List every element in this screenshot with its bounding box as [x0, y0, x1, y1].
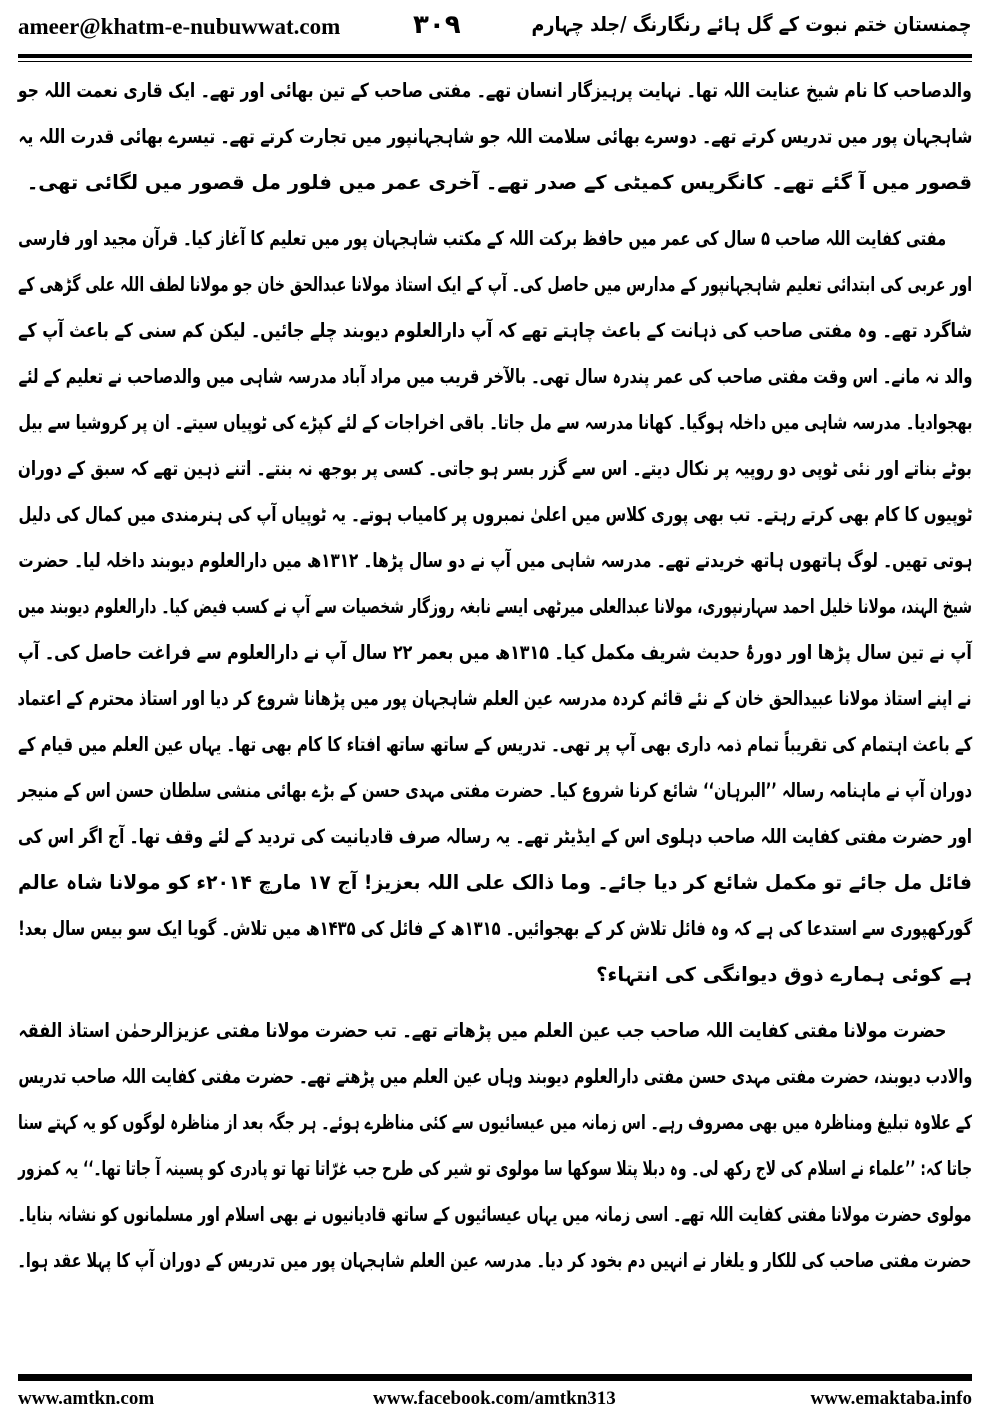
- header-rule-thin: [18, 61, 972, 62]
- text-line-content: شاہجہان پور میں تدریس کرتے تھے۔ دوسرے بھائی سلامت اللہ جو شاہجہانپور میں تجارت کرتے تھے۔ تیسرے بھائی قدرت اللہ یہ: [18, 125, 972, 148]
- text-line: [18, 678, 972, 724]
- text-line-content: اور عربی کی ابتدائی تعلیم شاہجہانپور کے مدارس میں حاصل کی۔ آپ کے ایک استاذ مولانا عبدالحق خان جو مولانا لطف اللہ علی گڑھی کے: [17, 273, 972, 296]
- text-line-content: حضرت مفتی صاحب کی للکار و یلغار نے انہیں دم بخود کر دیا۔ مدرسہ عین العلم شاہجہان پور میں تدریس کے دوران آپ کا پہلا عقد ہوا۔: [17, 1249, 972, 1272]
- text-line-content: دوران آپ نے ماہنامہ رسالہ ’’البرہان‘‘ شائع کرنا شروع کیا۔ حضرت مفتی مہدی حسن کے بڑے بھائی منشی سلطان حسن اس کے منیجر: [18, 779, 972, 802]
- text-line-content: اور حضرت مفتی کفایت اللہ صاحب دہلوی اس کے ایڈیٹر تھے۔ یہ رسالہ صرف قادیانیت کی تردید کے لئے وقف تھا۔ آج اگر اس کی: [18, 825, 972, 848]
- page-body: [18, 70, 972, 1286]
- text-line: [18, 1102, 972, 1148]
- text-line: [18, 1148, 972, 1194]
- text-line-content: شاگرد تھے۔ وہ مفتی صاحب کی ذہانت کے باعث چاہتے تھے کہ آپ دارالعلوم دیوبند چلے جائیں۔ لیکن کم سنی کے باعث آپ کے: [18, 319, 972, 342]
- header-email: ameer@khatm-e-nubuwwat.com: [18, 14, 341, 39]
- text-line-content: بوٹے بناتے اور نئی ٹوپی دو روپیہ پر نکال دیتے۔ اس سے گزر بسر ہو جاتی۔ کسی پر بوجھ نہ بنتے۔ اتنے ذہین تھے کہ سبق کے دوران: [18, 457, 972, 480]
- paragraph: [18, 218, 972, 1000]
- paragraph-gap: [18, 208, 972, 218]
- text-line-content: نے اپنے استاذ مولانا عبیدالحق خان کے نئے قائم کردہ مدرسہ عین العلم شاہجہان پور میں پڑھانا شروع کر دیا اور استاذ محترم کے اعتماد: [17, 687, 972, 710]
- text-line-content: والادب دیوبند، حضرت مفتی مہدی حسن مفتی دارالعلوم دیوبند وہاں عین العلم میں پڑھتے تھے۔ حضرت مفتی کفایت اللہ صاحب تدریس: [17, 1065, 972, 1088]
- paragraph: [18, 1010, 972, 1286]
- text-line: [18, 816, 972, 862]
- header-rule-thick: [18, 54, 972, 58]
- text-line-content: شیخ الہند، مولانا خلیل احمد سہارنپوری، مولانا عبدالعلی میرٹھی ایسے نابغہ روزگار شخصیات سے آپ نے کسب فیض کیا۔ دارالعلوم دیوبند میں: [17, 595, 972, 618]
- text-line: [18, 448, 972, 494]
- page-header: [18, 10, 972, 50]
- text-line: [18, 310, 972, 356]
- text-line: [18, 1194, 972, 1240]
- text-line: [18, 116, 972, 162]
- book-title: چمنستان ختم نبوت کے گل ہائے رنگارنگ /جلد چہارم: [531, 12, 972, 36]
- text-line: [18, 1010, 972, 1056]
- text-line-content: ٹوپیوں کا کام بھی کرتے رہتے۔ تب بھی پوری کلاس میں اعلیٰ نمبروں پر کامیاب ہوتے۔ یہ ٹوپیاں آپ کی ہنرمندی میں کمال کی دلیل: [18, 503, 972, 526]
- text-line: [18, 264, 972, 310]
- book-title-box: [532, 12, 972, 46]
- text-line: [18, 1056, 972, 1102]
- page-number: ۳۰۹: [413, 10, 461, 40]
- text-line: [18, 954, 972, 1000]
- footer-link-emaktaba[interactable]: www.emaktaba.info: [810, 1388, 972, 1409]
- text-line-content: ہے کوئی ہمارے ذوق دیوانگی کی انتہاء؟: [596, 963, 972, 986]
- text-line: [18, 402, 972, 448]
- text-line-content: قصور میں آ گئے تھے۔ کانگریس کمیٹی کے صدر تھے۔ آخری عمر میں فلور مل قصور میں لگائی تھی۔: [26, 171, 972, 194]
- paragraph: [18, 70, 972, 208]
- text-line-content: حضرت مولانا مفتی کفایت اللہ صاحب جب عین العلم میں پڑھاتے تھے۔ تب حضرت مولانا مفتی عزیزالرحمٰن استاذ الفقہ: [18, 1019, 946, 1042]
- text-line: [18, 862, 972, 908]
- text-line: [18, 724, 972, 770]
- text-line-content: مفتی کفایت اللہ صاحب ۵ سال کی عمر میں حافظ برکت اللہ کے مکتب شاہجہان پور میں تعلیم کا آغاز کیا۔ قرآن مجید اور فارسی: [17, 227, 946, 250]
- text-line-content: کے علاوہ تبلیغ ومناظرہ میں بھی مصروف رہے۔ اس زمانہ میں عیسائیوں سے کئی مناظرے ہوئے۔ ہر جگہ بعد از مناظرہ لوگوں کو یہ کہتے سنا: [17, 1111, 972, 1134]
- text-line-content: والد نہ مانے۔ اس وقت مفتی صاحب کی عمر پندرہ سال تھی۔ بالآخر قریب میں مراد آباد مدرسہ شاہی میں والدصاحب نے تعلیم کے لئے: [18, 365, 972, 388]
- text-line: [18, 162, 972, 208]
- text-line-content: والدصاحب کا نام شیخ عنایت اللہ تھا۔ نہایت پرہیزگار انسان تھے۔ مفتی صاحب کے تین بھائی اور تھے۔ ایک قاری نعمت اللہ جو: [18, 79, 972, 102]
- text-line-content: کے باعث اہتمام کی تقریباً تمام ذمہ داری بھی آپ پر تھی۔ تدریس کے ساتھ ساتھ افتاء کا کام بھی تھا۔ یہاں عین العلم میں قیام کے: [17, 733, 972, 756]
- text-line-content: آپ نے تین سال پڑھا اور دورۂ حدیث شریف مکمل کیا۔ ۱۳۱۵ھ میں بعمر ۲۲ سال آپ نے دارالعلوم سے فراغت حاصل کی۔ آپ: [18, 641, 972, 664]
- paragraph-gap: [18, 1000, 972, 1010]
- text-line: [18, 494, 972, 540]
- text-line-content: جاتا کہ: ’’علماء نے اسلام کی لاج رکھ لی۔ وہ دبلا پتلا سوکھا سا مولوی تو شیر کی طرح جب غرّاتا تھا تو پادری کو پسینہ آ جاتا تھا۔‘‘ یہ کمزور: [18, 1157, 972, 1180]
- text-line-content: ہوتی تھیں۔ لوگ ہاتھوں ہاتھ خریدتے تھے۔ مدرسہ شاہی میں آپ نے دو سال پڑھا۔ ۱۳۱۲ھ میں دارالعلوم دیوبند داخلہ لیا۔ حضرت: [18, 549, 973, 572]
- text-line: [18, 70, 972, 116]
- text-line: [18, 356, 972, 402]
- text-line: [18, 770, 972, 816]
- footer-rule: [18, 1374, 972, 1381]
- text-line: [18, 1240, 972, 1286]
- text-line: [18, 540, 972, 586]
- text-line: [18, 586, 972, 632]
- text-line-content: بھجوادیا۔ مدرسہ شاہی میں داخلہ ہوگیا۔ کھانا مدرسہ سے مل جاتا۔ باقی اخراجات کے لئے کپڑے کی ٹوپیاں سیتے۔ ان پر کروشیا سے بیل: [17, 411, 972, 434]
- text-line-content: فائل مل جائے تو مکمل شائع کر دیا جائے۔ وما ذالک علی اللہ بعزیز! آج ۱۷ مارچ ۲۰۱۴ء کو مولانا شاہ عالم: [17, 871, 972, 894]
- footer-link-facebook[interactable]: www.facebook.com/amtkn313: [373, 1388, 616, 1409]
- text-line: [18, 908, 972, 954]
- footer-link-amtkn[interactable]: www.amtkn.com: [18, 1388, 155, 1409]
- text-line: [18, 218, 972, 264]
- text-line-content: مولوی حضرت مولانا مفتی کفایت اللہ تھے۔ اسی زمانہ میں یہاں عیسائیوں کے ساتھ قادیانیوں نے بھی اسلام اور مسلمانوں کو نشانہ بنایا۔: [18, 1203, 972, 1226]
- text-line: [18, 632, 972, 678]
- text-line-content: گورکھپوری سے استدعا کی ہے کہ وہ فائل تلاش کر کے بھجوائیں۔ ۱۳۱۵ھ کے فائل کی ۱۴۳۵ھ میں تلاش۔ گویا ایک سو بیس سال بعد!: [17, 917, 972, 940]
